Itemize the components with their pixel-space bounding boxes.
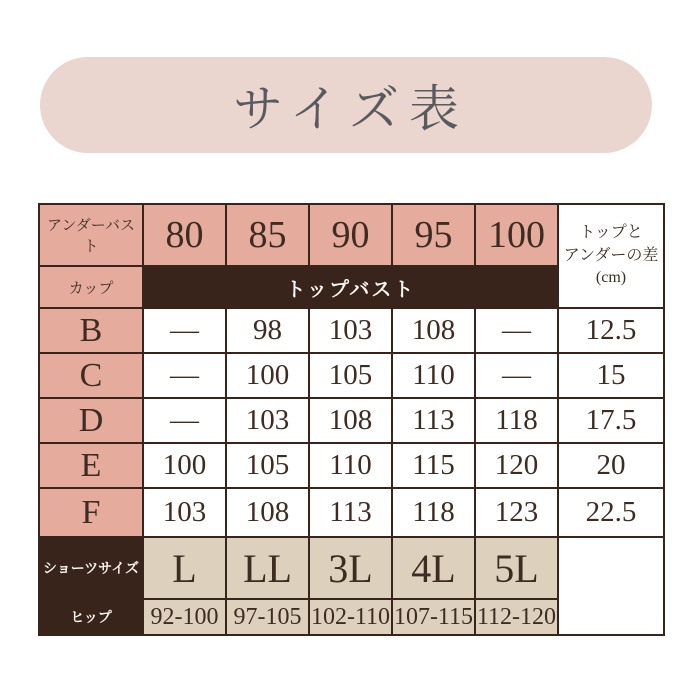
topbust-value-cell: 113 (392, 398, 475, 443)
topbust-value-cell: 118 (392, 488, 475, 537)
cup-letter-cell: E (39, 443, 143, 488)
hip-label: ヒップ (39, 599, 143, 635)
cup-letter-cell: F (39, 488, 143, 537)
underbust-row (39, 204, 664, 266)
hip-range-cell: 102-110 (309, 599, 392, 635)
cup-row-b (39, 308, 664, 353)
underbust-label: アンダーバスト (39, 204, 143, 266)
topbust-value-cell: 108 (226, 488, 309, 537)
hip-range-cell: 107-115 (392, 599, 475, 635)
cup-letter-cell: D (39, 398, 143, 443)
title-banner (40, 57, 652, 153)
shorts-size-cell: 5L (475, 537, 558, 599)
topbust-value-cell: 113 (309, 488, 392, 537)
underbust-size-cell: 85 (226, 204, 309, 266)
topbust-value-cell: 123 (475, 488, 558, 537)
underbust-size-cell: 95 (392, 204, 475, 266)
cup-label: カップ (39, 266, 143, 308)
diff-value-cell: 20 (558, 443, 664, 488)
cup-row-d (39, 398, 664, 443)
shorts-size-cell: 3L (309, 537, 392, 599)
topbust-value-cell: 105 (226, 443, 309, 488)
underbust-size-cell: 100 (475, 204, 558, 266)
topbust-value-cell: 105 (309, 353, 392, 398)
topbust-value-cell: 98 (226, 308, 309, 353)
cup-row-f (39, 488, 664, 537)
cup-row-e (39, 443, 664, 488)
topbust-value-cell: — (143, 308, 226, 353)
topbust-value-cell: 110 (309, 443, 392, 488)
shorts-size-cell: LL (226, 537, 309, 599)
size-table (38, 203, 665, 636)
hip-range-cell: 112-120 (475, 599, 558, 635)
shorts-size-cell: L (143, 537, 226, 599)
topbust-value-cell: — (143, 398, 226, 443)
topbust-value-cell: — (143, 353, 226, 398)
diff-value-cell: 17.5 (558, 398, 664, 443)
diff-header-line2: アンダーの差 (563, 246, 659, 264)
hip-range-cell: 97-105 (226, 599, 309, 635)
topbust-value-cell: 108 (309, 398, 392, 443)
topbust-value-cell: 118 (475, 398, 558, 443)
diff-header-line1: トップと (579, 224, 643, 242)
diff-value-cell: 15 (558, 353, 664, 398)
diff-header-line3: (cm) (595, 269, 627, 287)
hip-range-cell: 92-100 (143, 599, 226, 635)
page-title: サイズ表 (233, 81, 469, 137)
topbust-header: トップバスト (143, 266, 558, 308)
cup-letter-cell: C (39, 353, 143, 398)
underbust-size-cell: 80 (143, 204, 226, 266)
diff-value-cell: 12.5 (558, 308, 664, 353)
shorts-size-label: ショーツサイズ (39, 537, 143, 599)
shorts-row (39, 537, 664, 599)
topbust-value-cell: 115 (392, 443, 475, 488)
topbust-value-cell: 100 (143, 443, 226, 488)
topbust-value-cell: 103 (143, 488, 226, 537)
cup-letter-cell: B (39, 308, 143, 353)
topbust-value-cell: 108 (392, 308, 475, 353)
empty-corner-cell (558, 537, 664, 635)
shorts-size-cell: 4L (392, 537, 475, 599)
topbust-value-cell: 110 (392, 353, 475, 398)
underbust-size-cell: 90 (309, 204, 392, 266)
topbust-value-cell: 103 (309, 308, 392, 353)
diff-header-cell (558, 204, 664, 308)
cup-row-c (39, 353, 664, 398)
topbust-value-cell: — (475, 308, 558, 353)
diff-value-cell: 22.5 (558, 488, 664, 537)
topbust-value-cell: 120 (475, 443, 558, 488)
topbust-value-cell: — (475, 353, 558, 398)
topbust-value-cell: 100 (226, 353, 309, 398)
topbust-value-cell: 103 (226, 398, 309, 443)
